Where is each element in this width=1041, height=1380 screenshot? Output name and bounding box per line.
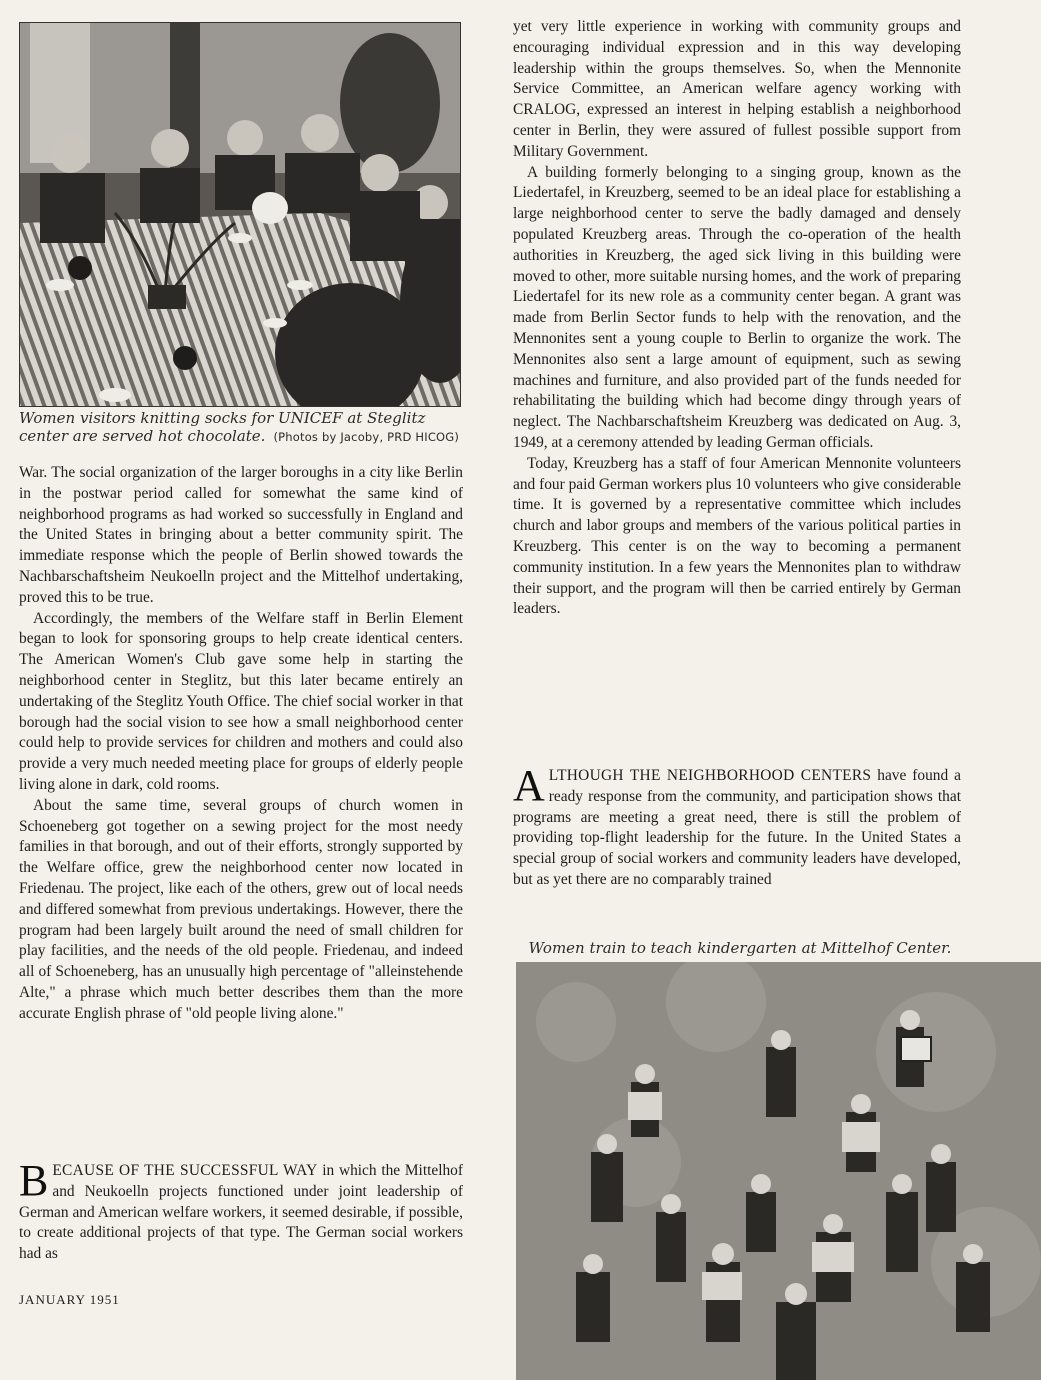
left-column (19, 463, 463, 1025)
caption-dance: Women train to teach kindergarten at Mittelhof Center. (528, 939, 952, 957)
lead-in-caps: ECAUSE OF THE SUCCESSFUL WAY (52, 1162, 318, 1179)
photo-knitting-icon (20, 23, 460, 406)
left-column-section (19, 1156, 463, 1265)
left-paragraph-2: Accordingly, the members of the Welfare staff in Berlin Element began to look for sponsoring groups to help create identical centers. The American Women's Club gave some help in starting the neighborhood center in Steglitz, but this later became entirely an undertaking of the Steglitz Youth Office. The chief social worker in that borough had the social vision to see how a small neighborhood center could help to provide services for children and mothers and could also provide a very much needed meeting place for groups of elderly people living alone in dark, cold rooms. (19, 609, 463, 793)
right-paragraph-3: Today, Kreuzberg has a staff of four American Mennonite volunteers and four paid German workers plus 10 volunteers who give considerable time. It is governed by a representative committee which includes church and labor groups and members of the various political parties in Kreuzberg. This center is on the way to becoming a permanent community institution. In a few years the Mennonites plan to withdraw their support, and the program will then be carried entirely by German leaders. (513, 454, 961, 618)
photo-credit: (Photos by Jacoby, PRD HICOG) (273, 430, 460, 444)
right-paragraph-4 (513, 761, 961, 891)
lead-in-caps-right: LTHOUGH THE NEIGHBORHOOD CENTERS (548, 767, 872, 784)
folio-date: JANUARY 1951 (19, 1292, 120, 1307)
left-paragraph-4-text: in which the Mittelhof and Neukoelln projects functioned under joint leadership of German and American welfare workers, it seemed desirable, if possible, to create additional projects of that type. The German social workers had as (19, 1162, 463, 1263)
right-column-section (513, 761, 961, 891)
dropcap-a: A (513, 761, 545, 810)
caption-knitting (19, 409, 463, 446)
right-paragraph-1: yet very little experience in working with community groups and encouraging individual expression and in this way developing leadership within the groups themselves. So, when the Mennonite Service Committee, an American welfare agency working with CRALOG, expressed an interest in helping establish a neighborhood center in Berlin, they were assured of fullest possible support from Military Government. (513, 18, 961, 160)
left-paragraph-4 (19, 1156, 463, 1265)
photo-dancing-women (516, 962, 1041, 1380)
right-paragraph-4-text: have found a ready response from the community, and participation shows that programs are meeting a great need, there is still the problem of providing top-flight leadership for the future. In the United States a special group of social workers and community leaders have developed, but as yet there are no comparably trained (513, 767, 961, 888)
caption-knitting-text: Women visitors knitting socks for UNICEF at Steglitz center are served hot chocolate. (19, 409, 426, 445)
dropcap-b: B (19, 1156, 49, 1205)
right-paragraph-2: A building formerly belonging to a singing group, known as the Liedertafel, in Kreuzberg, seemed to be an ideal place for establishing a large neighborhood center to serve the badly damaged and densely populated Kreuzberg areas. Through the co-operation of the health authorities in Kreuzberg, the aged sick living in this building were moved to other, more suitable nursing homes, and the work of preparing Liedertafel for its new role as a community center began. A grant was made from Berlin Sector funds to help with the renovation, and the Mennonites sent a young couple to Berlin to organize the work. The Mennonites also sent a large amount of equipment, such as sewing machines and furniture, and also provided part of the funds needed for rehabilitating the building which had become dingy through years of neglect. The Nachbarschaftsheim Kreuzberg was dedicated on Aug. 3, 1949, at a ceremony attended by leading German officials. (513, 163, 961, 451)
photo-dance-icon (516, 962, 1041, 1380)
photo-knitting-women (19, 22, 461, 407)
left-paragraph-1: War. The social organization of the larger boroughs in a city like Berlin in the postwar period called for somewhat the same kind of neighborhood programs as had worked so successfully in England and the United States in bringing about a better community spirit. The immediate response which the people of Berlin showed towards the Nachbarschaftsheim Neukoelln project and the Mittelhof undertaking, proved this to be true. (19, 464, 463, 606)
left-paragraph-3: About the same time, several groups of church women in Schoeneberg got together on a sewing project for the most needy families in that borough, and out of their efforts, strongly supported by the Welfare office, grew the neighborhood center now located in Friedenau. The project, like each of the others, grew out of local needs and differed somewhat from previous undertakings. However, there the program had been largely built around the need of small children for play facilities, and the needs of the old people. Friedenau, and indeed all of Schoeneberg, has an unusually high percentage of "alleinstehende Alte," a phrase which much better describes them than the more accurate English phrase of "old people living alone." (19, 796, 463, 1022)
right-column (513, 17, 961, 620)
